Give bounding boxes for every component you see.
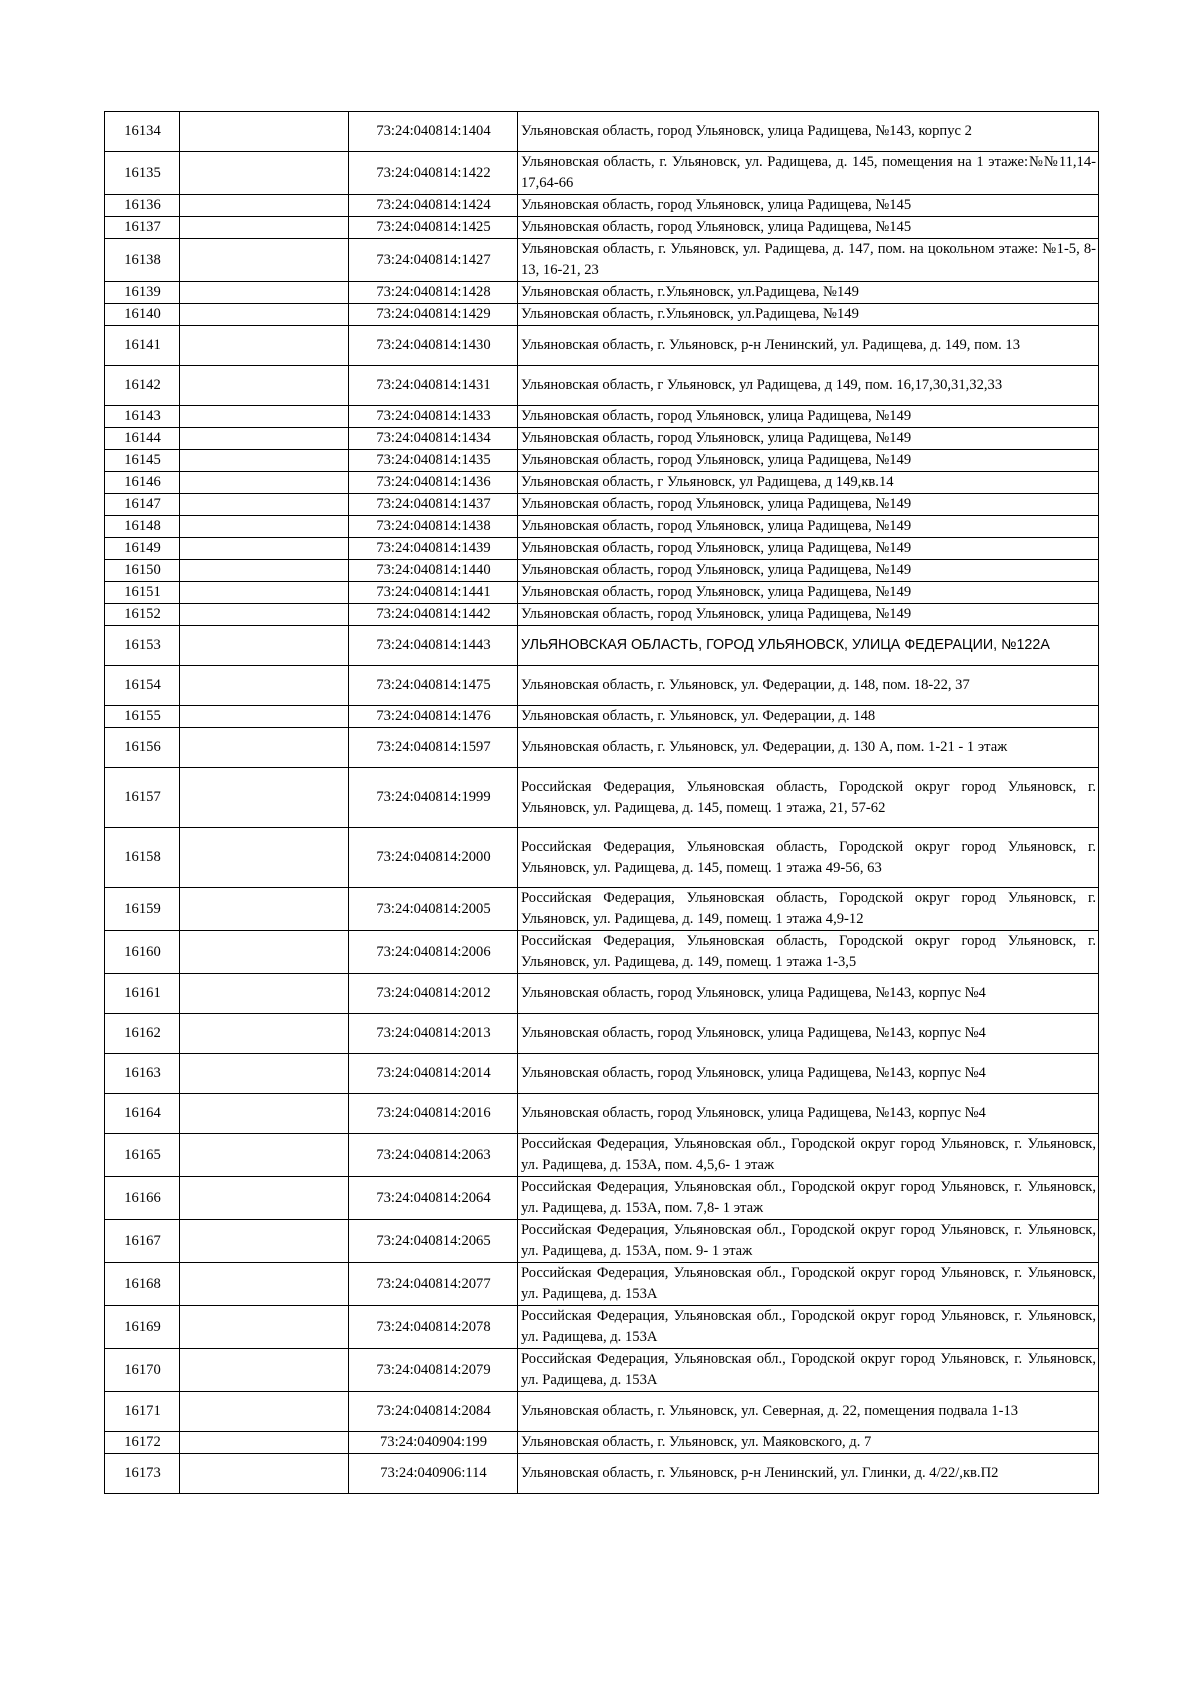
empty-cell [180,888,349,931]
empty-cell [180,666,349,706]
table-row [105,931,1099,974]
cadastral-number: 73:24:040814:1439 [349,538,518,560]
empty-cell [180,1306,349,1349]
address: Российская Федерация, Ульяновская область, Городской округ город Ульяновск, г. Ульяновск, ул. Радищева, д. 145, помещ. 1 этажа 49-56, 63 [518,828,1099,888]
cadastral-number: 73:24:040814:1999 [349,768,518,828]
table-row [105,538,1099,560]
empty-cell [180,326,349,366]
address: Ульяновская область, г. Ульяновск, р-н Ленинский, ул. Глинки, д. 4/22/,кв.П2 [518,1454,1099,1494]
address: Ульяновская область, г. Ульяновск, ул. Радищева, д. 147, пом. на цокольном этаже: №1-5, 8-13, 16-21, 23 [518,239,1099,282]
empty-cell [180,112,349,152]
address: Российская Федерация, Ульяновская область, Городской округ город Ульяновск, г. Ульяновск, ул. Радищева, д. 149, помещ. 1 этажа 4,9-12 [518,888,1099,931]
property-table [104,111,1099,1494]
table-row [105,768,1099,828]
table-row [105,560,1099,582]
address: Ульяновская область, г Ульяновск, ул Радищева, д 149, пом. 16,17,30,31,32,33 [518,366,1099,406]
address: Ульяновская область, г. Ульяновск, р-н Ленинский, ул. Радищева, д. 149, пом. 13 [518,326,1099,366]
cadastral-number: 73:24:040814:1436 [349,472,518,494]
table-row [105,1054,1099,1094]
row-number: 16142 [105,366,180,406]
row-number: 16153 [105,626,180,666]
table-row [105,112,1099,152]
address: Российская Федерация, Ульяновская обл., Городской округ город Ульяновск, г. Ульяновск, ул. Радищева, д. 153А [518,1263,1099,1306]
address: Ульяновская область, город Ульяновск, улица Радищева, №143, корпус №4 [518,974,1099,1014]
cadastral-number: 73:24:040814:1404 [349,112,518,152]
cadastral-number: 73:24:040814:2078 [349,1306,518,1349]
table-row [105,1177,1099,1220]
table-row [105,304,1099,326]
cadastral-number: 73:24:040814:2005 [349,888,518,931]
cadastral-number: 73:24:040906:114 [349,1454,518,1494]
empty-cell [180,1349,349,1392]
table-row [105,828,1099,888]
address: Российская Федерация, Ульяновская обл., Городской округ город Ульяновск, г. Ульяновск, ул. Радищева, д. 153А, пом. 7,8- 1 этаж [518,1177,1099,1220]
row-number: 16161 [105,974,180,1014]
row-number: 16135 [105,152,180,195]
cadastral-number: 73:24:040814:2077 [349,1263,518,1306]
address: УЛЬЯНОВСКАЯ ОБЛАСТЬ, ГОРОД УЛЬЯНОВСК, УЛИЦА ФЕДЕРАЦИИ, №122А [518,626,1099,666]
cadastral-number: 73:24:040814:1431 [349,366,518,406]
address: Ульяновская область, г. Ульяновск, ул. Федерации, д. 148, пом. 18-22, 37 [518,666,1099,706]
empty-cell [180,1014,349,1054]
table-row [105,1392,1099,1432]
address: Ульяновская область, г. Ульяновск, ул. Федерации, д. 130 А, пом. 1-21 - 1 этаж [518,728,1099,768]
table-row [105,494,1099,516]
address: Ульяновская область, город Ульяновск, улица Радищева, №143, корпус 2 [518,112,1099,152]
table-row [105,1094,1099,1134]
row-number: 16139 [105,282,180,304]
empty-cell [180,1220,349,1263]
row-number: 16167 [105,1220,180,1263]
row-number: 16136 [105,195,180,217]
cadastral-number: 73:24:040814:2014 [349,1054,518,1094]
empty-cell [180,304,349,326]
row-number: 16154 [105,666,180,706]
row-number: 16148 [105,516,180,538]
empty-cell [180,494,349,516]
empty-cell [180,626,349,666]
address: Ульяновская область, город Ульяновск, улица Радищева, №149 [518,428,1099,450]
empty-cell [180,728,349,768]
cadastral-number: 73:24:040814:1433 [349,406,518,428]
cadastral-number: 73:24:040814:2006 [349,931,518,974]
row-number: 16140 [105,304,180,326]
table-row [105,888,1099,931]
empty-cell [180,1094,349,1134]
empty-cell [180,282,349,304]
cadastral-number: 73:24:040814:2016 [349,1094,518,1134]
cadastral-number: 73:24:040814:1422 [349,152,518,195]
row-number: 16159 [105,888,180,931]
table-row [105,406,1099,428]
row-number: 16151 [105,582,180,604]
address: Ульяновская область, город Ульяновск, улица Радищева, №149 [518,582,1099,604]
address: Ульяновская область, г. Ульяновск, ул. Северная, д. 22, помещения подвала 1-13 [518,1392,1099,1432]
table-row [105,1220,1099,1263]
table-row [105,666,1099,706]
empty-cell [180,239,349,282]
cadastral-number: 73:24:040814:1429 [349,304,518,326]
cadastral-number: 73:24:040814:1427 [349,239,518,282]
row-number: 16170 [105,1349,180,1392]
table-row [105,516,1099,538]
table-row [105,582,1099,604]
cadastral-number: 73:24:040814:2000 [349,828,518,888]
table-row [105,728,1099,768]
cadastral-number: 73:24:040814:1430 [349,326,518,366]
table-row [105,706,1099,728]
empty-cell [180,1054,349,1094]
cadastral-number: 73:24:040814:1434 [349,428,518,450]
address: Ульяновская область, город Ульяновск, улица Радищева, №149 [518,560,1099,582]
empty-cell [180,560,349,582]
empty-cell [180,1454,349,1494]
address: Ульяновская область, г. Ульяновск, ул. Федерации, д. 148 [518,706,1099,728]
cadastral-number: 73:24:040814:2063 [349,1134,518,1177]
address: Ульяновская область, город Ульяновск, улица Радищева, №143, корпус №4 [518,1054,1099,1094]
empty-cell [180,366,349,406]
empty-cell [180,974,349,1014]
cadastral-number: 73:24:040814:1428 [349,282,518,304]
empty-cell [180,1432,349,1454]
address: Российская Федерация, Ульяновская обл., Городской округ город Ульяновск, г. Ульяновск, ул. Радищева, д. 153А, пом. 4,5,6- 1 этаж [518,1134,1099,1177]
cadastral-number: 73:24:040814:1437 [349,494,518,516]
cadastral-number: 73:24:040814:2065 [349,1220,518,1263]
row-number: 16141 [105,326,180,366]
row-number: 16143 [105,406,180,428]
address: Российская Федерация, Ульяновская обл., Городской округ город Ульяновск, г. Ульяновск, ул. Радищева, д. 153А, пом. 9- 1 этаж [518,1220,1099,1263]
empty-cell [180,450,349,472]
cadastral-number: 73:24:040814:1438 [349,516,518,538]
cadastral-number: 73:24:040814:1435 [349,450,518,472]
address: Ульяновская область, г. Ульяновск, ул. Радищева, д. 145, помещения на 1 этаже:№№11,14-17,64-66 [518,152,1099,195]
empty-cell [180,582,349,604]
cadastral-number: 73:24:040814:1424 [349,195,518,217]
cadastral-number: 73:24:040814:1440 [349,560,518,582]
cadastral-number: 73:24:040904:199 [349,1432,518,1454]
cadastral-number: 73:24:040814:2084 [349,1392,518,1432]
row-number: 16150 [105,560,180,582]
row-number: 16162 [105,1014,180,1054]
table-row [105,1454,1099,1494]
empty-cell [180,152,349,195]
address: Ульяновская область, г Ульяновск, ул Радищева, д 149,кв.14 [518,472,1099,494]
cadastral-number: 73:24:040814:1476 [349,706,518,728]
table-row [105,1263,1099,1306]
row-number: 16138 [105,239,180,282]
address: Ульяновская область, город Ульяновск, улица Радищева, №149 [518,494,1099,516]
table-row [105,195,1099,217]
empty-cell [180,1134,349,1177]
table-row [105,974,1099,1014]
row-number: 16157 [105,768,180,828]
address: Ульяновская область, г.Ульяновск, ул.Радищева, №149 [518,282,1099,304]
empty-cell [180,828,349,888]
empty-cell [180,538,349,560]
table-row [105,217,1099,239]
empty-cell [180,604,349,626]
empty-cell [180,1263,349,1306]
empty-cell [180,1392,349,1432]
empty-cell [180,406,349,428]
cadastral-number: 73:24:040814:1442 [349,604,518,626]
row-number: 16164 [105,1094,180,1134]
row-number: 16156 [105,728,180,768]
address: Ульяновская область, город Ульяновск, улица Радищева, №145 [518,217,1099,239]
row-number: 16160 [105,931,180,974]
address: Российская Федерация, Ульяновская область, Городской округ город Ульяновск, г. Ульяновск, ул. Радищева, д. 145, помещ. 1 этажа, 21, 57-62 [518,768,1099,828]
address: Ульяновская область, город Ульяновск, улица Радищева, №143, корпус №4 [518,1094,1099,1134]
cadastral-number: 73:24:040814:1475 [349,666,518,706]
address: Ульяновская область, город Ульяновск, улица Радищева, №149 [518,538,1099,560]
table-row [105,366,1099,406]
table-row [105,1349,1099,1392]
table-row [105,626,1099,666]
row-number: 16155 [105,706,180,728]
row-number: 16166 [105,1177,180,1220]
address: Ульяновская область, город Ульяновск, улица Радищева, №149 [518,406,1099,428]
row-number: 16158 [105,828,180,888]
cadastral-number: 73:24:040814:2012 [349,974,518,1014]
cadastral-number: 73:24:040814:2079 [349,1349,518,1392]
row-number: 16147 [105,494,180,516]
empty-cell [180,1177,349,1220]
row-number: 16173 [105,1454,180,1494]
row-number: 16149 [105,538,180,560]
row-number: 16145 [105,450,180,472]
table-row [105,604,1099,626]
address: Российская Федерация, Ульяновская обл., Городской округ город Ульяновск, г. Ульяновск, ул. Радищева, д. 153А [518,1306,1099,1349]
address: Российская Федерация, Ульяновская область, Городской округ город Ульяновск, г. Ульяновск, ул. Радищева, д. 149, помещ. 1 этажа 1-3,5 [518,931,1099,974]
table-row [105,1134,1099,1177]
empty-cell [180,195,349,217]
empty-cell [180,931,349,974]
address: Ульяновская область, город Ульяновск, улица Радищева, №149 [518,516,1099,538]
table-row [105,239,1099,282]
row-number: 16171 [105,1392,180,1432]
address: Российская Федерация, Ульяновская обл., Городской округ город Ульяновск, г. Ульяновск, ул. Радищева, д. 153А [518,1349,1099,1392]
table-row [105,326,1099,366]
table-row [105,428,1099,450]
row-number: 16144 [105,428,180,450]
address: Ульяновская область, город Ульяновск, улица Радищева, №143, корпус №4 [518,1014,1099,1054]
empty-cell [180,768,349,828]
cadastral-number: 73:24:040814:1443 [349,626,518,666]
cadastral-number: 73:24:040814:1597 [349,728,518,768]
address: Ульяновская область, г.Ульяновск, ул.Радищева, №149 [518,304,1099,326]
row-number: 16152 [105,604,180,626]
cadastral-number: 73:24:040814:2013 [349,1014,518,1054]
row-number: 16168 [105,1263,180,1306]
row-number: 16134 [105,112,180,152]
empty-cell [180,428,349,450]
address: Ульяновская область, город Ульяновск, улица Радищева, №149 [518,604,1099,626]
empty-cell [180,516,349,538]
address: Ульяновская область, город Ульяновск, улица Радищева, №145 [518,195,1099,217]
row-number: 16165 [105,1134,180,1177]
row-number: 16163 [105,1054,180,1094]
table-row [105,1432,1099,1454]
table-row [105,1014,1099,1054]
table-row [105,282,1099,304]
address: Ульяновская область, г. Ульяновск, ул. Маяковского, д. 7 [518,1432,1099,1454]
cadastral-number: 73:24:040814:1441 [349,582,518,604]
table-body [105,112,1099,1494]
row-number: 16169 [105,1306,180,1349]
row-number: 16137 [105,217,180,239]
table-row [105,1306,1099,1349]
table-row [105,450,1099,472]
cadastral-number: 73:24:040814:1425 [349,217,518,239]
empty-cell [180,472,349,494]
row-number: 16146 [105,472,180,494]
table-row [105,152,1099,195]
empty-cell [180,706,349,728]
table-row [105,472,1099,494]
address: Ульяновская область, город Ульяновск, улица Радищева, №149 [518,450,1099,472]
empty-cell [180,217,349,239]
cadastral-number: 73:24:040814:2064 [349,1177,518,1220]
row-number: 16172 [105,1432,180,1454]
